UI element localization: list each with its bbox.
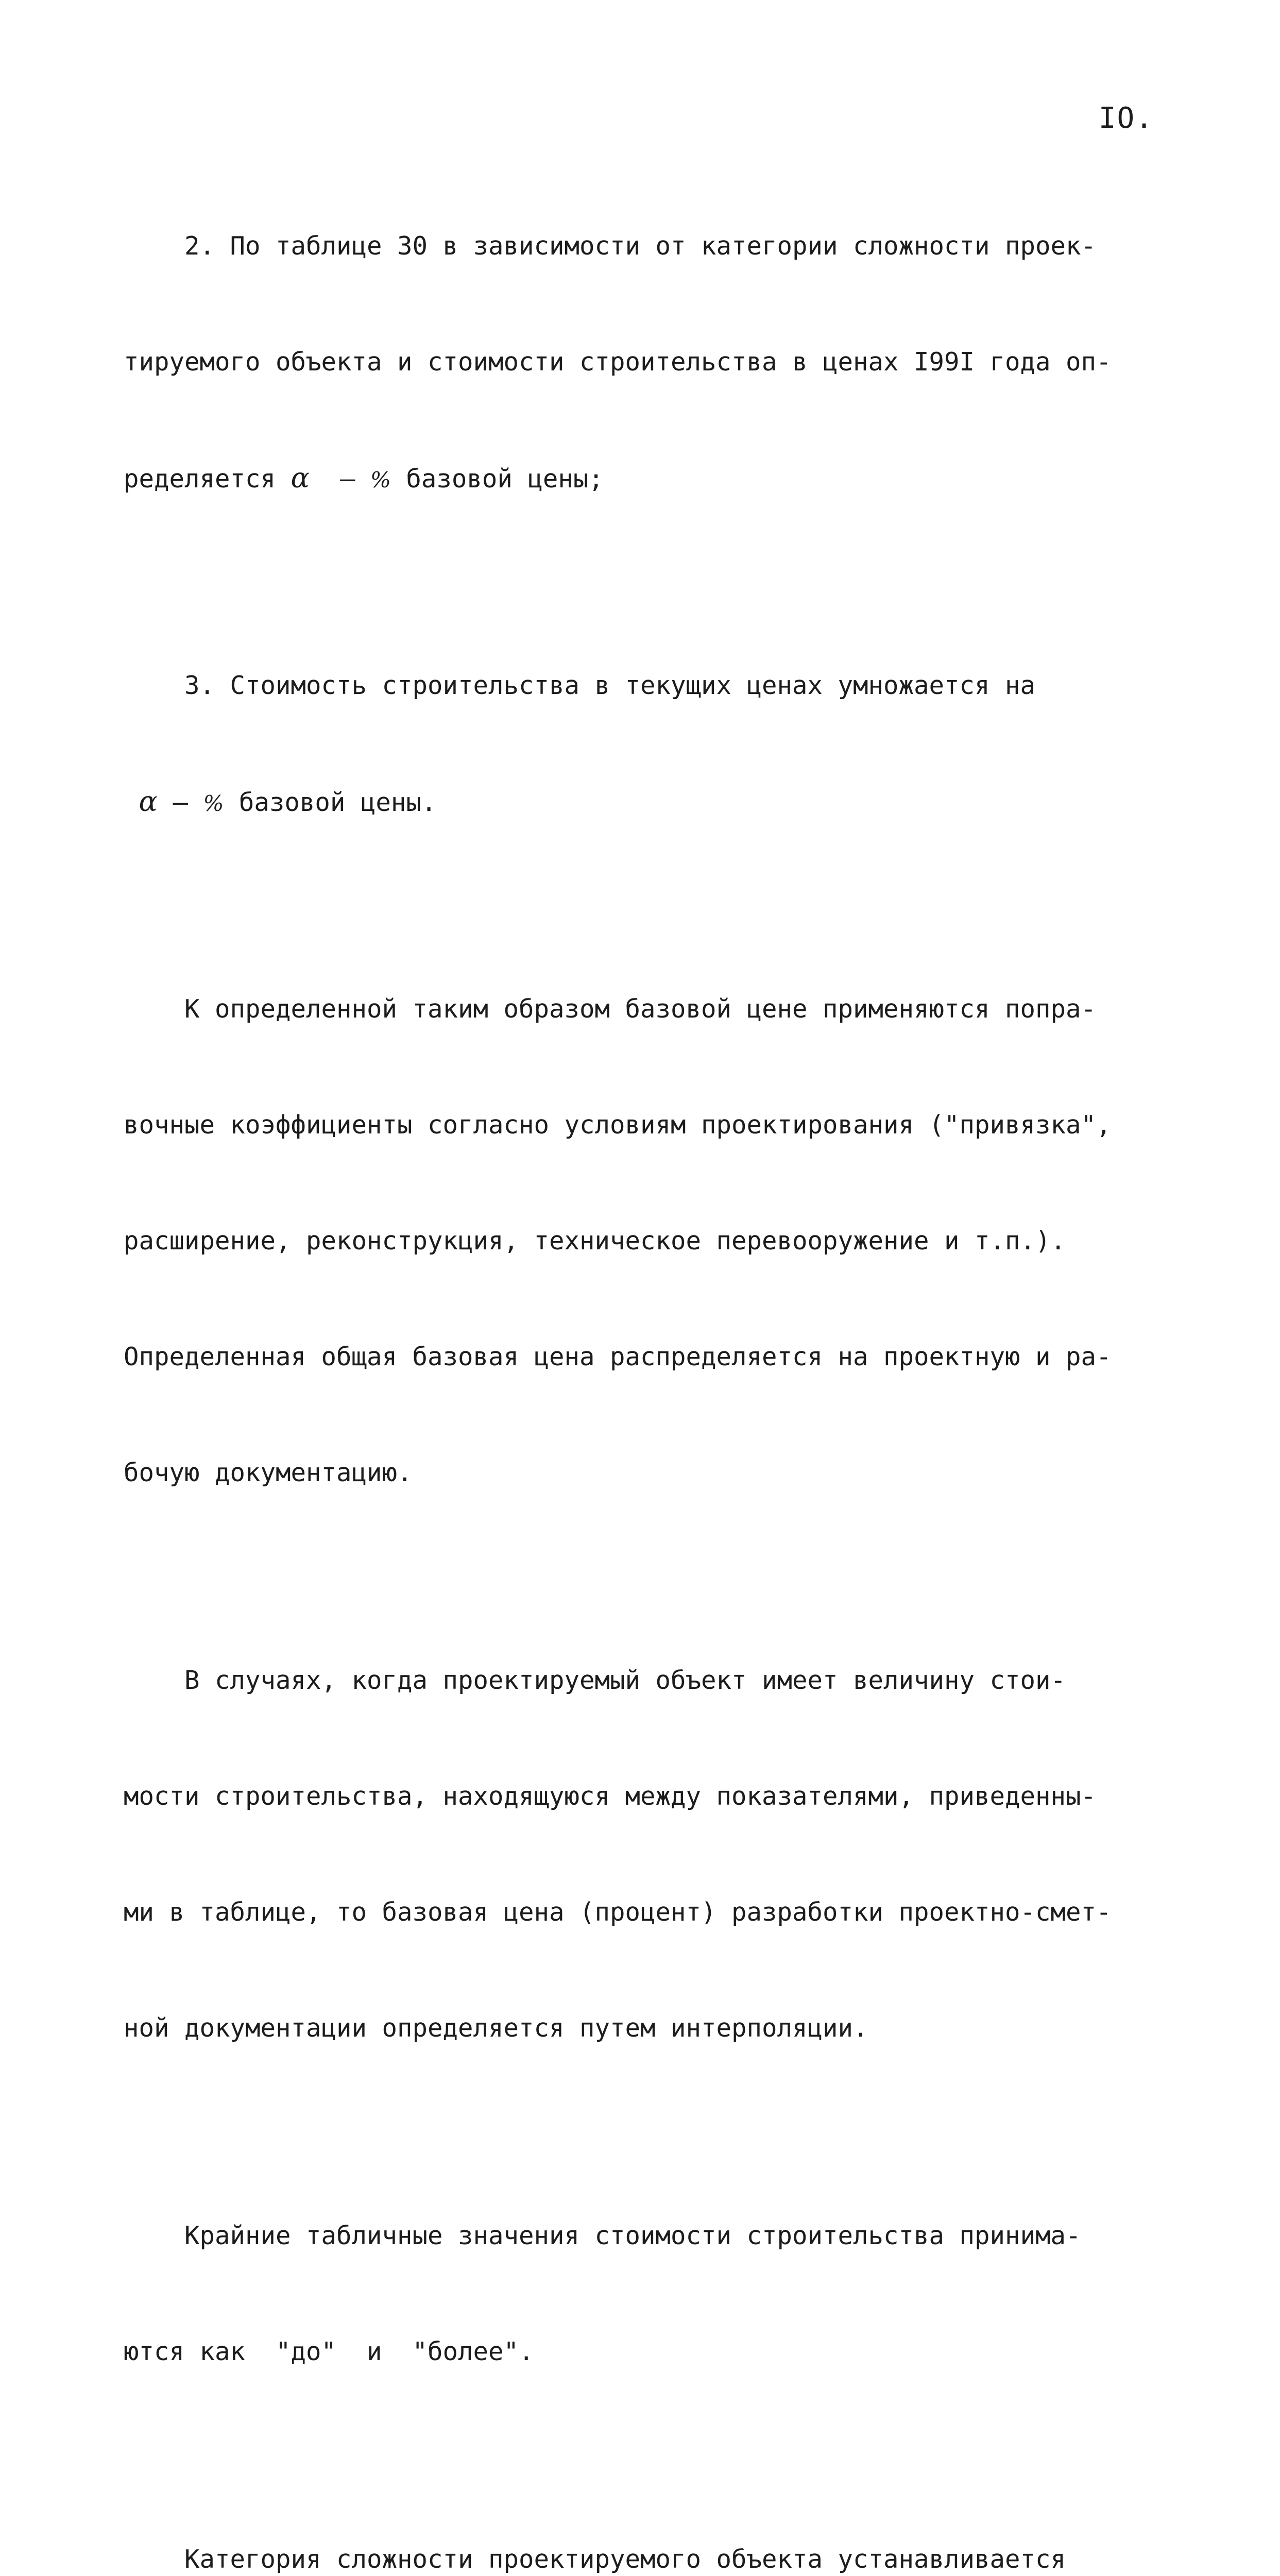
text-line: ми в таблице, то базовая цена (процент) разработки проектно-смет- <box>124 1897 1112 1927</box>
percent-symbol: % <box>203 791 224 816</box>
document-body <box>124 149 1144 2576</box>
paragraph-complexity-category <box>124 2463 1144 2576</box>
text-line: тируемого объекта и стоимости строительства в ценах I99I года оп- <box>124 347 1112 377</box>
text-fragment: – <box>157 788 203 817</box>
text-line: К определенной таким образом базовой цене применяются попра- <box>124 994 1097 1024</box>
text-line: Категория сложности проектируемого объекта устанавливается <box>124 2545 1066 2574</box>
text-line: Крайние табличные значения стоимости строительства принима- <box>124 2221 1081 2250</box>
paragraph-step-2 <box>124 149 1144 574</box>
text-line: ются как "до" и "более". <box>124 2337 534 2366</box>
text-line: 3. Стоимость строительства в текущих ценах умножается на <box>124 671 1036 700</box>
alpha-symbol: α <box>139 785 158 818</box>
text-line-with-formula <box>124 459 1144 497</box>
page-number: IO. <box>1098 101 1154 135</box>
text-line: бочую документацию. <box>124 1458 413 1487</box>
text-line: В случаях, когда проектируемый объект имеет величину стои- <box>124 1666 1066 1695</box>
text-fragment: – <box>309 464 370 494</box>
text-line: 2. По таблице 30 в зависимости от категории сложности проек- <box>124 231 1097 261</box>
text-line: расширение, реконструкция, техническое перевооружение и т.п.). <box>124 1226 1066 1256</box>
paragraph-correction-factors <box>124 912 1144 1569</box>
text-fragment <box>124 788 139 817</box>
percent-symbol: % <box>370 467 391 493</box>
text-fragment: базовой цены; <box>390 464 604 494</box>
paragraph-extreme-values <box>124 2139 1144 2448</box>
paragraph-step-3 <box>124 589 1144 898</box>
text-line-with-formula <box>124 782 1144 821</box>
paragraph-interpolation <box>124 1584 1144 2125</box>
text-fragment: ределяется <box>124 464 291 494</box>
text-line: ной документации определяется путем интерполяции. <box>124 2013 868 2043</box>
text-line: Определенная общая базовая цена распределяется на проектную и ра- <box>124 1342 1112 1371</box>
alpha-symbol: α <box>291 462 310 494</box>
text-fragment: базовой цены. <box>224 788 437 817</box>
text-line: вочные коэффициенты согласно условиям проектирования ("привязка", <box>124 1110 1112 1140</box>
text-line: мости строительства, находящуюся между показателями, приведенны- <box>124 1782 1097 1811</box>
